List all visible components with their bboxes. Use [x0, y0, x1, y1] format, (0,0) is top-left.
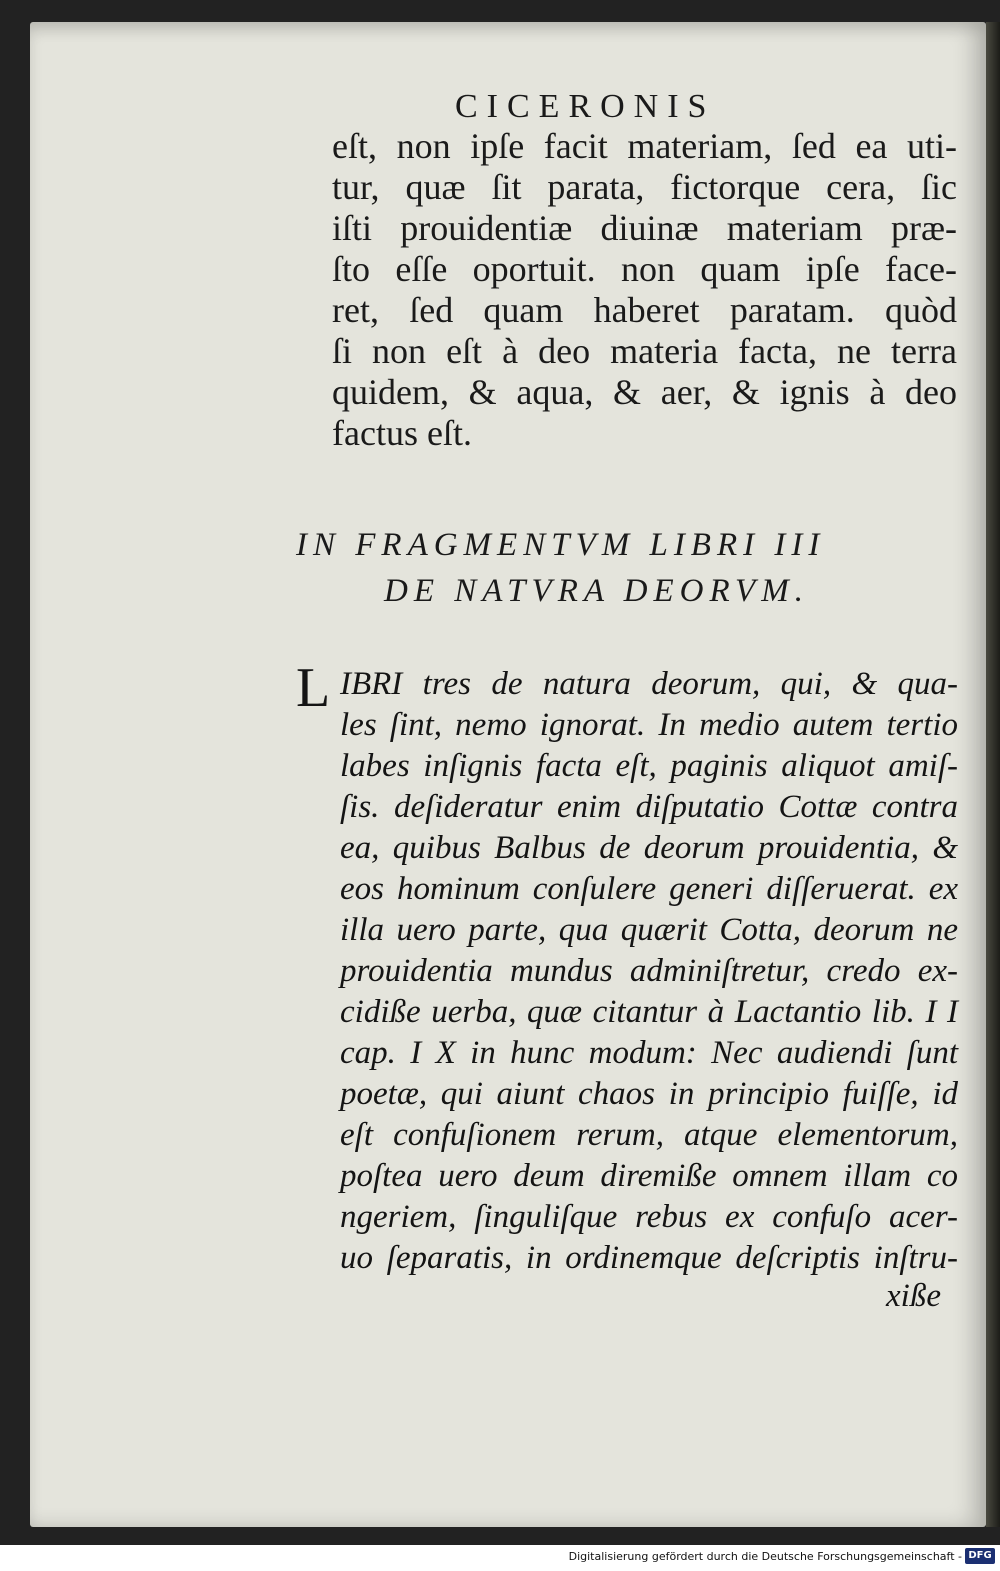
text-line: cap. I X in hunc modum: Nec audiendi ſunt	[340, 1035, 958, 1071]
text-line: factus eſt.	[332, 413, 472, 453]
text-line: ngeriem, ſinguliſque rebus ex confuſo acer-	[340, 1199, 958, 1235]
page-edge-shadow	[986, 22, 1000, 1527]
roman-paragraph	[332, 126, 957, 454]
text-line: ret, ſed quam haberet paratam. quòd	[332, 290, 957, 330]
text-line: uo ſeparatis, in ordinemque deſcriptis inſtru-	[340, 1240, 958, 1276]
running-head: CICERONIS	[455, 88, 716, 125]
heading-line: IN FRAGMENTVM LIBRI III	[296, 527, 826, 563]
text-line: ſi non eſt à deo materia facta, ne terra	[332, 331, 957, 371]
text-line: eſt confuſionem rerum, atque elementorum,	[340, 1117, 958, 1153]
text-line: eos hominum conſulere generi diſſeruerat. ex	[340, 871, 958, 907]
text-line: poſtea uero deum diremiße omnem illam co	[340, 1158, 958, 1194]
footer-credit: Digitalisierung gefördert durch die Deutsche Forschungsgemeinschaft -	[568, 1550, 962, 1563]
heading-line: DE NATVRA DEORVM.	[384, 573, 809, 609]
text-line: labes inſignis facta eſt, paginis aliquot amiſ-	[340, 748, 958, 784]
dfg-logo: DFG	[965, 1548, 995, 1564]
italic-paragraph	[340, 664, 958, 1279]
text-line: illa uero parte, qua quærit Cotta, deorum ne	[340, 912, 958, 948]
text-line: eſt, non ipſe facit materiam, ſed ea uti-	[332, 126, 957, 166]
text-line: IBRI tres de natura deorum, qui, & qua-	[340, 666, 958, 702]
drop-cap: L	[296, 657, 331, 719]
text-line: iſti prouidentiæ diuinæ materiam præ-	[332, 208, 957, 248]
text-line: quidem, & aqua, & aer, & ignis à deo	[332, 372, 957, 412]
text-line: les ſint, nemo ignorat. In medio autem tertio	[340, 707, 958, 743]
catchword: xiße	[886, 1278, 941, 1314]
text-line: ea, quibus Balbus de deorum prouidentia, &	[340, 830, 958, 866]
text-line: cidiße uerba, quæ citantur à Lactantio lib. I I	[340, 994, 958, 1030]
text-line: ſis. deſideratur enim diſputatio Cottæ contra	[340, 789, 958, 825]
text-line: ſto eſſe oportuit. non quam ipſe face-	[332, 249, 957, 289]
text-line: poetæ, qui aiunt chaos in principio fuiſſe, id	[340, 1076, 958, 1112]
section-heading	[296, 522, 956, 614]
text-line: prouidentia mundus adminiſtretur, credo ex-	[340, 953, 958, 989]
text-line: tur, quæ ſit parata, fictorque cera, ſic	[332, 167, 957, 207]
